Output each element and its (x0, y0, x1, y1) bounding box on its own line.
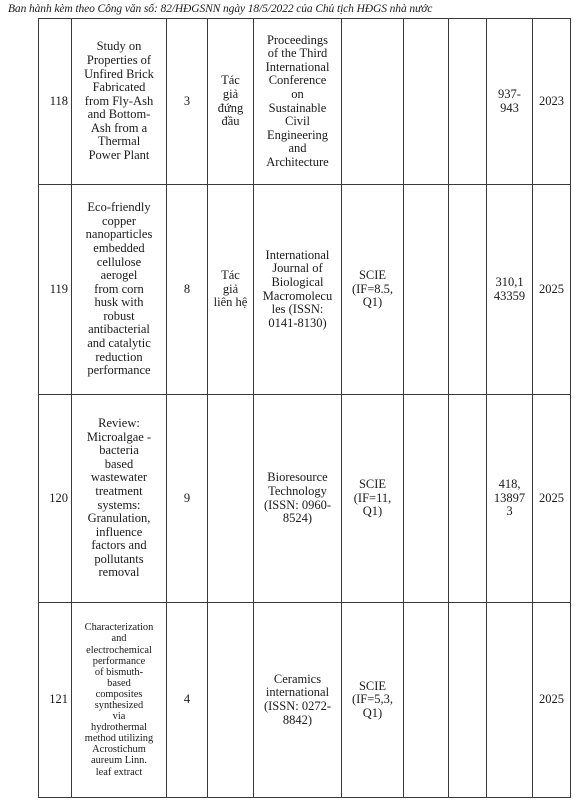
pages: 310,1 43359 (487, 185, 533, 395)
index-info: SCIE (IF=5,3, Q1) (342, 603, 404, 798)
publications-table (38, 18, 571, 798)
year: 2025 (533, 395, 571, 603)
document-header: Ban hành kèm theo Công văn số: 82/HĐGSNN ngày 18/5/2022 của Chủ tịch HĐGS nhà nước (8, 3, 433, 15)
empty-cell (449, 185, 487, 395)
empty-cell (404, 185, 449, 395)
author-role (208, 603, 254, 798)
empty-cell (449, 19, 487, 185)
table-row (39, 185, 571, 395)
empty-cell (449, 395, 487, 603)
table-row (39, 603, 571, 798)
table-row (39, 19, 571, 185)
publication-title: Review: Microalgae - bacteria based wastewater treatment systems: Granulation, influence factors and pollutants removal (72, 395, 167, 603)
index-info (342, 19, 404, 185)
author-count: 4 (167, 603, 208, 798)
index-info: SCIE (IF=8.5, Q1) (342, 185, 404, 395)
year: 2025 (533, 185, 571, 395)
year: 2025 (533, 603, 571, 798)
journal-name: Bioresource Technology (ISSN: 0960- 8524) (254, 395, 342, 603)
author-count: 8 (167, 185, 208, 395)
publication-title: Study on Properties of Unfired Brick Fabricated from Fly-Ash and Bottom- Ash from a Thermal Power Plant (72, 19, 167, 185)
publication-title: Characterization and electrochemical performance of bismuth- based composites synthesized via hydrothermal method utilizing Acrostichum aureum Linn. leaf extract (72, 603, 167, 798)
pages (487, 603, 533, 798)
row-number: 120 (39, 395, 72, 603)
row-number: 121 (39, 603, 72, 798)
pages: 418, 13897 3 (487, 395, 533, 603)
author-role: Tác giả liên hệ (208, 185, 254, 395)
year: 2023 (533, 19, 571, 185)
empty-cell (404, 395, 449, 603)
author-count: 9 (167, 395, 208, 603)
journal-name: International Journal of Biological Macromolecu les (ISSN: 0141-8130) (254, 185, 342, 395)
empty-cell (449, 603, 487, 798)
empty-cell (404, 603, 449, 798)
author-role: Tác giả đứng đầu (208, 19, 254, 185)
index-info: SCIE (IF=11, Q1) (342, 395, 404, 603)
pages: 937- 943 (487, 19, 533, 185)
author-role (208, 395, 254, 603)
empty-cell (404, 19, 449, 185)
author-count: 3 (167, 19, 208, 185)
table-row (39, 395, 571, 603)
journal-name: Proceedings of the Third International Conference on Sustainable Civil Engineering and Architecture (254, 19, 342, 185)
journal-name: Ceramics international (ISSN: 0272- 8842) (254, 603, 342, 798)
publication-title: Eco-friendly copper nanoparticles embedded cellulose aerogel from corn husk with robust antibacterial and catalytic reduction performance (72, 185, 167, 395)
row-number: 118 (39, 19, 72, 185)
row-number: 119 (39, 185, 72, 395)
